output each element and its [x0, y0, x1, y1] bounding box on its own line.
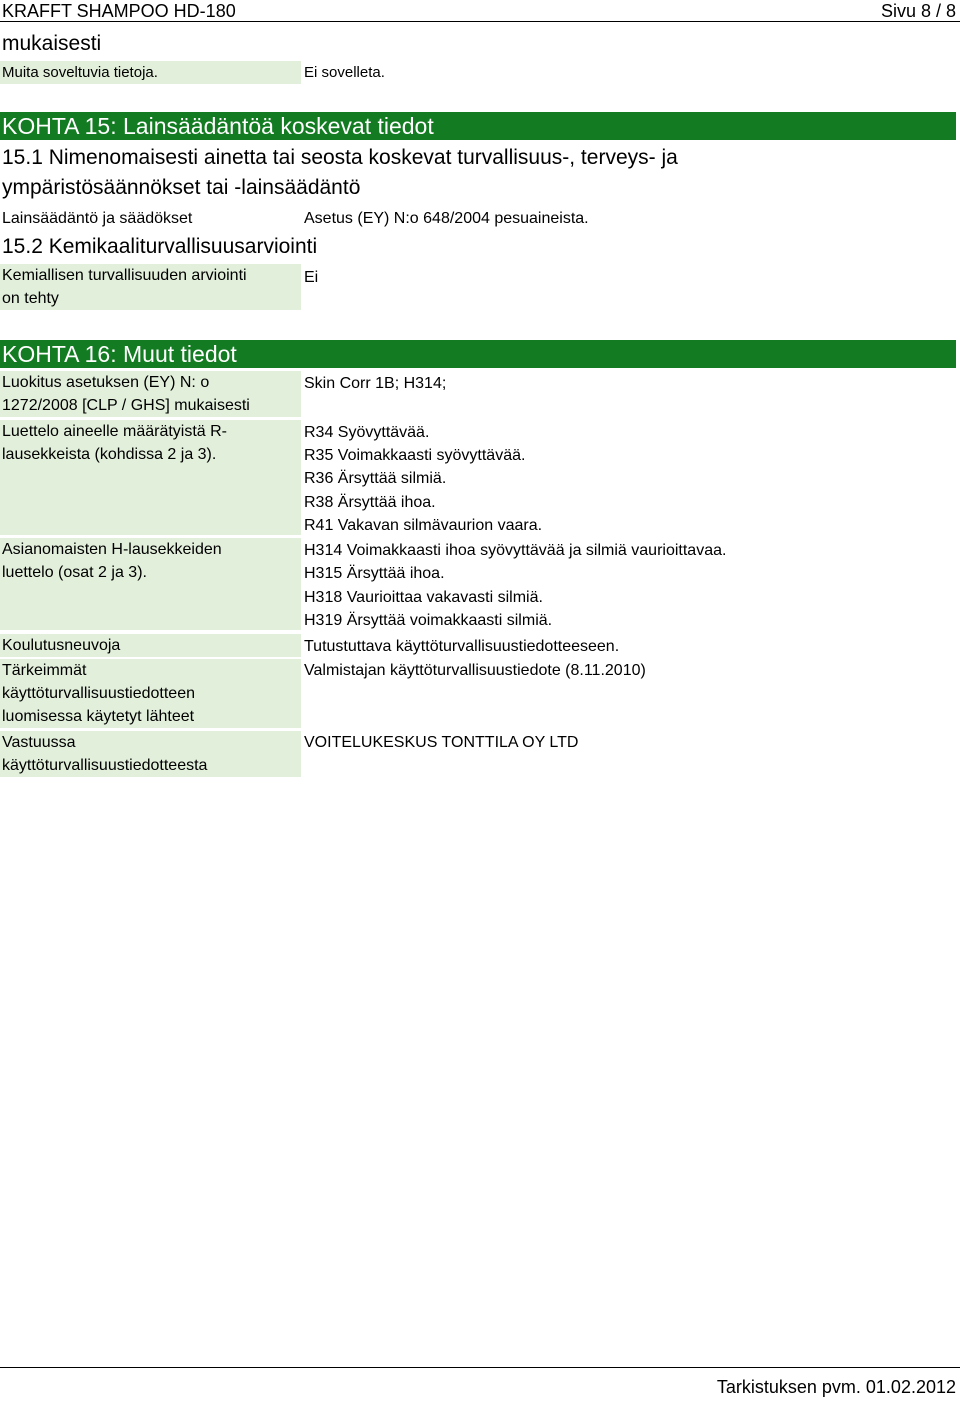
h-phrases-label — [0, 538, 301, 630]
responsible-label-line-1: Vastuussa — [2, 734, 76, 751]
h-phrases-label-line-2: luettelo (osat 2 ja 3). — [2, 564, 147, 581]
responsible-label-line-2: käyttöturvallisuustiedotteesta — [2, 757, 208, 774]
classification-value: Skin Corr 1B; H314; — [304, 375, 447, 392]
continued-heading: mukaisesti — [2, 32, 102, 55]
classification-label-line-1: Luokitus asetuksen (EY) N: o — [2, 374, 210, 391]
section-15-2-heading: 15.2 Kemikaaliturvallisuusarviointi — [2, 235, 318, 258]
classification-label — [0, 371, 301, 417]
csa-label-line-2: on tehty — [2, 290, 59, 307]
r-phrase: R36 Ärsyttää silmiä. — [304, 470, 447, 487]
r-phrases-label-line-2: lausekkeista (kohdissa 2 ja 3). — [2, 446, 217, 463]
csa-value: Ei — [304, 269, 319, 286]
sources-value: Valmistajan käyttöturvallisuustiedote (8.11.2010) — [304, 662, 646, 679]
revision-date: Tarkistuksen pvm. 01.02.2012 — [716, 1377, 956, 1397]
section-15-1-heading-cont: ympäristösäännökset tai -lainsäädäntö — [2, 176, 361, 199]
other-info-label: Muita soveltuvia tietoja. — [0, 61, 301, 84]
csa-label — [0, 264, 301, 310]
r-phrase: R35 Voimakkaasti syövyttävää. — [304, 447, 526, 464]
r-phrase: R41 Vakavan silmävaurion vaara. — [304, 517, 543, 534]
responsible-value: VOITELUKESKUS TONTTILA OY LTD — [304, 734, 579, 751]
section-15-title: KOHTA 15: Lainsäädäntöä koskevat tiedot — [0, 112, 956, 140]
r-phrases-label-line-1: Luettelo aineelle määrätyistä R- — [2, 423, 228, 440]
r-phrase: R34 Syövyttävää. — [304, 424, 430, 441]
other-info-value: Ei sovelleta. — [304, 64, 385, 81]
h-phrase: H319 Ärsyttää voimakkaasti silmiä. — [304, 612, 553, 629]
r-phrases-label — [0, 420, 301, 535]
sources-label-line-2: käyttöturvallisuustiedotteen — [2, 685, 195, 702]
sources-label-line-1: Tärkeimmät — [2, 662, 87, 679]
h-phrase: H315 Ärsyttää ihoa. — [304, 565, 445, 582]
sources-label-line-3: luomisessa käytetyt lähteet — [2, 708, 195, 725]
legislation-label: Lainsäädäntö ja säädökset — [2, 210, 193, 227]
h-phrase: H314 Voimakkaasti ihoa syövyttävää ja silmiä vaurioittavaa. — [304, 542, 727, 559]
training-value: Tutustuttava käyttöturvallisuustiedotteeseen. — [304, 638, 620, 655]
r-phrase: R38 Ärsyttää ihoa. — [304, 494, 436, 511]
header-divider — [0, 21, 960, 22]
training-label: Koulutusneuvoja — [0, 634, 301, 657]
page-number: Sivu 8 / 8 — [880, 1, 956, 21]
section-16-title: KOHTA 16: Muut tiedot — [0, 340, 956, 368]
section-15-1-heading: 15.1 Nimenomaisesti ainetta tai seosta koskevat turvallisuus-, terveys- ja — [2, 146, 678, 169]
h-phrase: H318 Vaurioittaa vakavasti silmiä. — [304, 589, 543, 606]
responsible-label — [0, 731, 301, 777]
h-phrases-label-line-1: Asianomaisten H-lausekkeiden — [2, 541, 222, 558]
sources-label — [0, 659, 301, 728]
legislation-value: Asetus (EY) N:o 648/2004 pesuaineista. — [304, 210, 589, 227]
csa-label-line-1: Kemiallisen turvallisuuden arviointi — [2, 267, 247, 284]
document-title: KRAFFT SHAMPOO HD-180 — [2, 1, 236, 21]
classification-label-line-2: 1272/2008 [CLP / GHS] mukaisesti — [2, 397, 250, 414]
footer-divider — [0, 1367, 960, 1368]
